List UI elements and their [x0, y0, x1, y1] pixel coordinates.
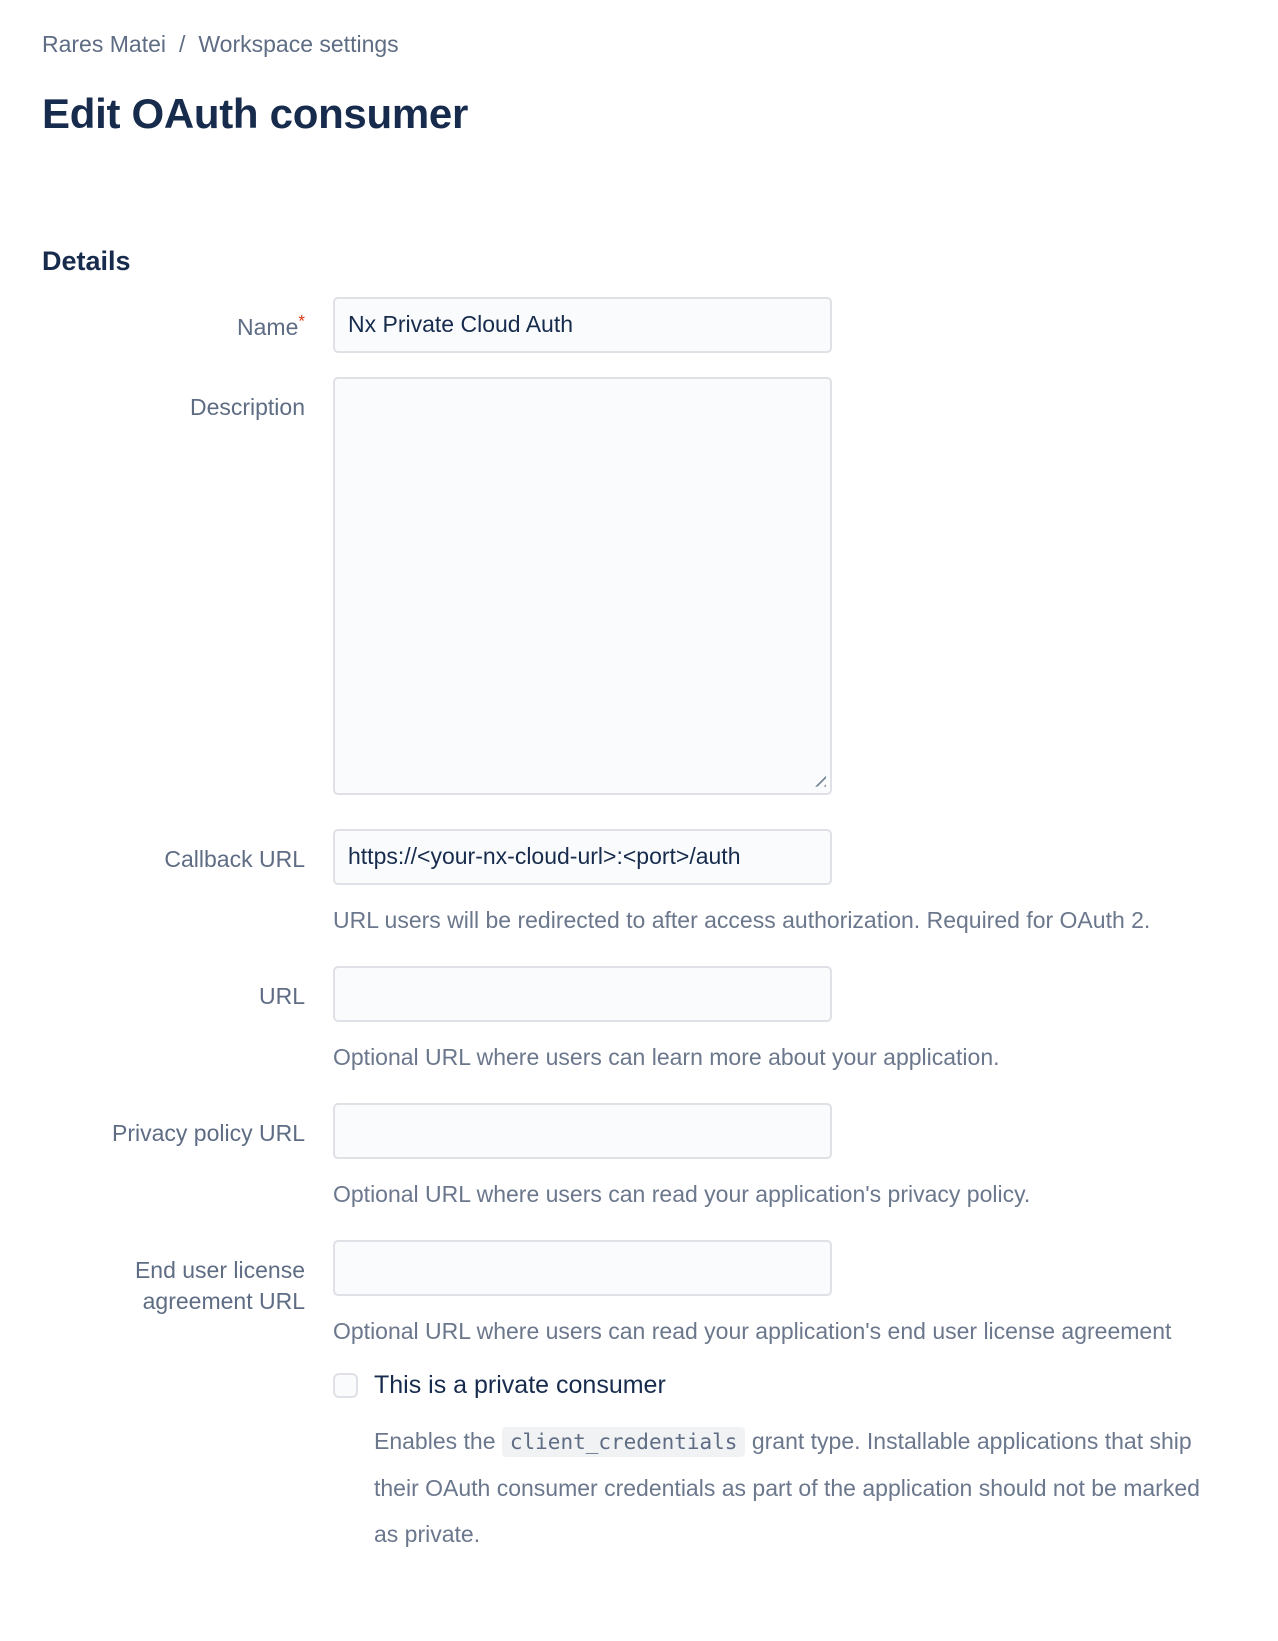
helper-text-prefix: Enables the	[374, 1427, 502, 1454]
required-asterisk: *	[298, 310, 305, 330]
breadcrumb-item-user[interactable]: Rares Matei	[42, 31, 166, 57]
details-heading: Details	[42, 245, 131, 276]
private-consumer-helper	[374, 1418, 1212, 1557]
breadcrumb-item-workspace-settings[interactable]: Workspace settings	[198, 31, 399, 57]
url-helper: Optional URL where users can learn more about your application.	[333, 1043, 1000, 1070]
breadcrumb	[42, 31, 1236, 59]
callback-url-input[interactable]	[333, 829, 832, 885]
callback-url-helper: URL users will be redirected to after access authorization. Required for OAuth 2.	[333, 906, 1151, 933]
eula-url-input[interactable]	[333, 1240, 832, 1296]
private-consumer-label[interactable]: This is a private consumer	[374, 1370, 666, 1399]
page-title: Edit OAuth consumer	[42, 89, 468, 137]
callback-url-label: Callback URL	[164, 845, 305, 872]
description-label: Description	[189, 393, 305, 420]
breadcrumb-separator: /	[178, 31, 186, 57]
description-textarea[interactable]	[333, 377, 832, 795]
eula-url-helper: Optional URL where users can read your application's end user license agreement	[333, 1317, 1172, 1344]
url-row	[42, 966, 1236, 1073]
private-consumer-checkbox[interactable]	[333, 1373, 358, 1398]
description-row	[42, 377, 1236, 795]
helper-text-suffix: grant type. Installable applications that ship their OAuth consumer credentials as part of the application should not be marked as private.	[374, 1427, 1200, 1547]
eula-url-row	[42, 1240, 1236, 1347]
url-input[interactable]	[333, 966, 832, 1022]
oauth-consumer-form	[42, 246, 1236, 1557]
url-label: URL	[258, 982, 305, 1009]
privacy-policy-url-helper: Optional URL where users can read your application's privacy policy.	[333, 1180, 1031, 1207]
name-input[interactable]	[333, 297, 832, 353]
privacy-policy-url-row	[42, 1103, 1236, 1210]
client-credentials-code: client_credentials	[502, 1427, 746, 1457]
name-row	[42, 297, 1236, 353]
callback-url-row	[42, 829, 1236, 936]
privacy-policy-url-label: Privacy policy URL	[112, 1119, 305, 1146]
name-label: Name*	[237, 310, 305, 340]
private-consumer-row	[42, 1371, 1236, 1557]
privacy-policy-url-input[interactable]	[333, 1103, 832, 1159]
eula-url-label: End user license agreement URL	[134, 1256, 305, 1314]
